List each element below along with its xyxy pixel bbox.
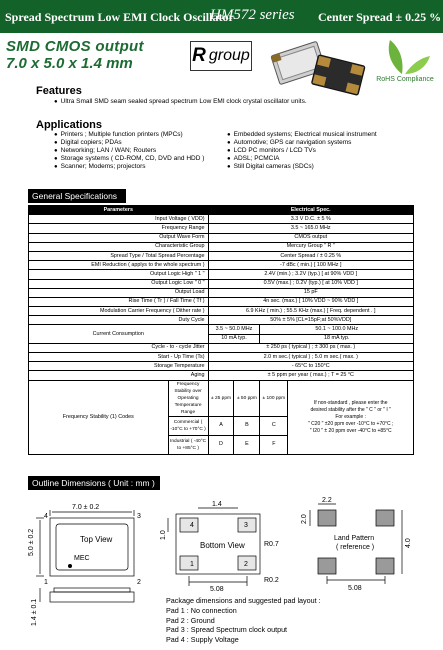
spec-param: Rise Time ( Tr ) / Fall Time ( Tf ) [29,297,209,306]
app-item: ● Embedded systems; Electrical musical instrument [227,131,377,139]
current-value: 10 mA typ. [208,334,260,343]
pad-item: Pad 4 : Supply Voltage [166,635,239,645]
applications-left [54,131,204,171]
pad-list [166,596,321,645]
pin-label: 2 [137,579,141,586]
spec-value: 2.4V (min.) ; 3.2V (typ.) [ at 90% VDD ] [208,270,413,279]
product-photo [268,36,368,98]
industrial-label: Industrial ( -40°C to +85°C ) [168,435,208,454]
pad-label: 4 [190,522,194,529]
spec-value: Mercury Group " R " [208,242,413,251]
spec-param: Output Logic High " 1 " [29,270,209,279]
stability-col-head: Frequency Stability over Operating Temperature Range [168,380,208,416]
code-e: E [234,435,260,454]
app-item: ● Digital copiers; PDAs [54,139,204,147]
app-item: ● Printers ; Multiple function printers (MPCs) [54,131,204,139]
spec-head-param: Parameters [29,206,209,215]
pad-height: 1.0 [160,530,167,540]
pad-width: 1.4 [212,501,222,508]
product-type: SMD CMOS output [6,38,144,55]
spec-value: Center Spread / ± 0.25 % [208,251,413,260]
current-range: 50.1 ~ 100.0 MHz [260,325,414,334]
spec-value: 4n sec. (max.) [ 10% VDD ~ 90% VDD ] [208,297,413,306]
app-item: ● ADSL; PCMCIA [227,155,377,163]
banner-title: Spread Spectrum Low EMI Clock Oscillator [5,10,234,24]
pin1-dot [68,564,72,568]
features-title: Features [36,85,82,97]
spec-param: Cycle - to - cycle Jitter [29,343,209,352]
spec-param: Duty Cycle [29,316,209,325]
pad-label: 3 [244,522,248,529]
spec-param: Spread Type / Total Spread Percentage [29,251,209,260]
pad-item: Pad 2 : Ground [166,615,215,625]
features-item: ● Ultra Small SMD seam sealed spread spectrum Low EMI clock crystal oscillator units. [54,98,307,106]
current-range: 3.5 ~ 50.0 MHz [208,325,260,334]
ppm-50: ± 50 ppm [234,380,260,416]
spec-param: Frequency Range [29,224,209,233]
banner-spread: Center Spread ± 0.25 % [318,10,442,24]
land-height: 2.0 [301,514,308,524]
land-span: 4.0 [405,538,412,548]
spec-value: 6.9 KHz ( min.) ; 55.5 KHz (max.) [ Freq. dependent . ] [208,307,413,316]
pad-label: 2 [244,561,248,568]
corner-radius-2: R0.2 [264,577,279,584]
app-item: ● Automotive; GPS car navigation systems [227,139,377,147]
title-banner [0,0,443,33]
pad-pitch: 5.08 [210,586,224,593]
rohs-logo [372,36,438,92]
leaf-icon [372,36,438,76]
spec-param: Output Logic Low " 0 " [29,279,209,288]
spec-value: ± 5 ppm per year ( max.) ; T = 25 °C [208,371,413,380]
spec-param: Modulation Carrier Frequency ( Dither rate ) [29,307,209,316]
current-value: 18 mA typ. [260,334,414,343]
pin-label: 4 [44,513,48,520]
commercial-label: Commercial ( -10°C to +70°C ) [168,416,208,435]
bottom-view-label: Bottom View [200,541,245,550]
spec-param: Output Load [29,288,209,297]
spec-value: 3.5 ~ 165.0 MHz [208,224,413,233]
spec-value: 0.5V (max.) ; 0.2V (typ.) [ at 10% VDD ] [208,279,413,288]
spec-value: 3.3 V D.C. ± 5 % [208,215,413,224]
spec-param: Start - Up Time (Ts) [29,353,209,362]
general-spec-title: General Specifications [28,189,126,203]
app-item: ● Storage systems ( CD-ROM, CD, DVD and HDD ) [54,155,204,163]
land-label: Land Pattern [334,535,375,542]
pad-list-title: Package dimensions and suggested pad layout : [166,596,321,605]
group-badge: R group [190,41,252,71]
ppm-25: ± 25 ppm [208,380,234,416]
spec-value: 15 pF [208,288,413,297]
corner-radius-1: R0.7 [264,541,279,548]
rohs-label: RoHS Compliance [376,76,434,83]
app-item: ● LCD PC monitors / LCD TVs [227,147,377,155]
land-width: 2.2 [322,497,332,504]
code-b: B [234,416,260,435]
spec-param: Characteristic Group [29,242,209,251]
stability-label: Frequency Stability (1) Codes [29,380,169,454]
app-item: ● Still Digital cameras (SDCs) [227,163,377,171]
code-a: A [208,416,234,435]
product-size: 7.0 x 5.0 x 1.4 mm [6,55,133,72]
code-d: D [208,435,234,454]
pad-item: Pad 3 : Spread Spectrum clock output [166,625,288,635]
top-width: 7.0 ± 0.2 [72,504,100,511]
spec-param: Aging [29,371,209,380]
land-pitch: 5.08 [348,585,362,592]
spec-param: Output Wave Form [29,233,209,242]
current-label: Current Consumption [29,325,209,343]
spec-value: ± 250 ps ( typical ) ; ± 300 ps ( max. ) [208,343,413,352]
code-f: F [260,435,288,454]
top-height: 5.0 ± 0.2 [28,528,35,556]
pad-item: Pad 1 : No connection [166,605,237,615]
ppm-100: ± 100 ppm [260,380,288,416]
spec-value: -7 dBc ( min.) [ 100 MHz ] [208,261,413,270]
top-view-label: Top View [80,535,113,544]
spec-value: 2.0 m sec.( typical ) ; 5.0 m sec.( max. ) [208,353,413,362]
spec-table [28,205,414,455]
app-item: ● Networking; LAN / WAN; Routers [54,147,204,155]
app-item: ● Scanner; Modems; projectors [54,163,204,171]
spec-param: Storage Temperature [29,362,209,371]
spec-value: CMOS output [208,233,413,242]
land-label-ref: ( reference ) [336,544,375,551]
applications-right [227,131,377,171]
code-c: C [260,416,288,435]
spec-head-value: Electrical Spec. [208,206,413,215]
spec-param: Input Voltage ( VDD) [29,215,209,224]
spec-value: - 65°C to 150°C [208,362,413,371]
stability-note: If non-standard , please enter the desired stability after the " C " or " I " For example : " C20 " ±20 ppm over -10°C to +70°C ; " I20 " ± 20 ppm over -40°C to +85°C [288,380,414,454]
applications-title: Applications [36,119,103,131]
mec-mark: MEC [74,555,90,562]
pin-label: 1 [44,579,48,586]
spec-param: EMI Reduction ( applys to the whole spectrum ) [29,261,209,270]
pad-label: 1 [190,561,194,568]
pin-label: 3 [137,513,141,520]
banner-series: HM572 series [210,7,295,23]
outline-title: Outline Dimensions ( Unit : mm ) [28,476,160,490]
spec-value: 50% ± 5% [CL=15pF;at 50%VDD] [208,316,413,325]
top-thickness: 1.4 ± 0.1 [31,598,38,626]
